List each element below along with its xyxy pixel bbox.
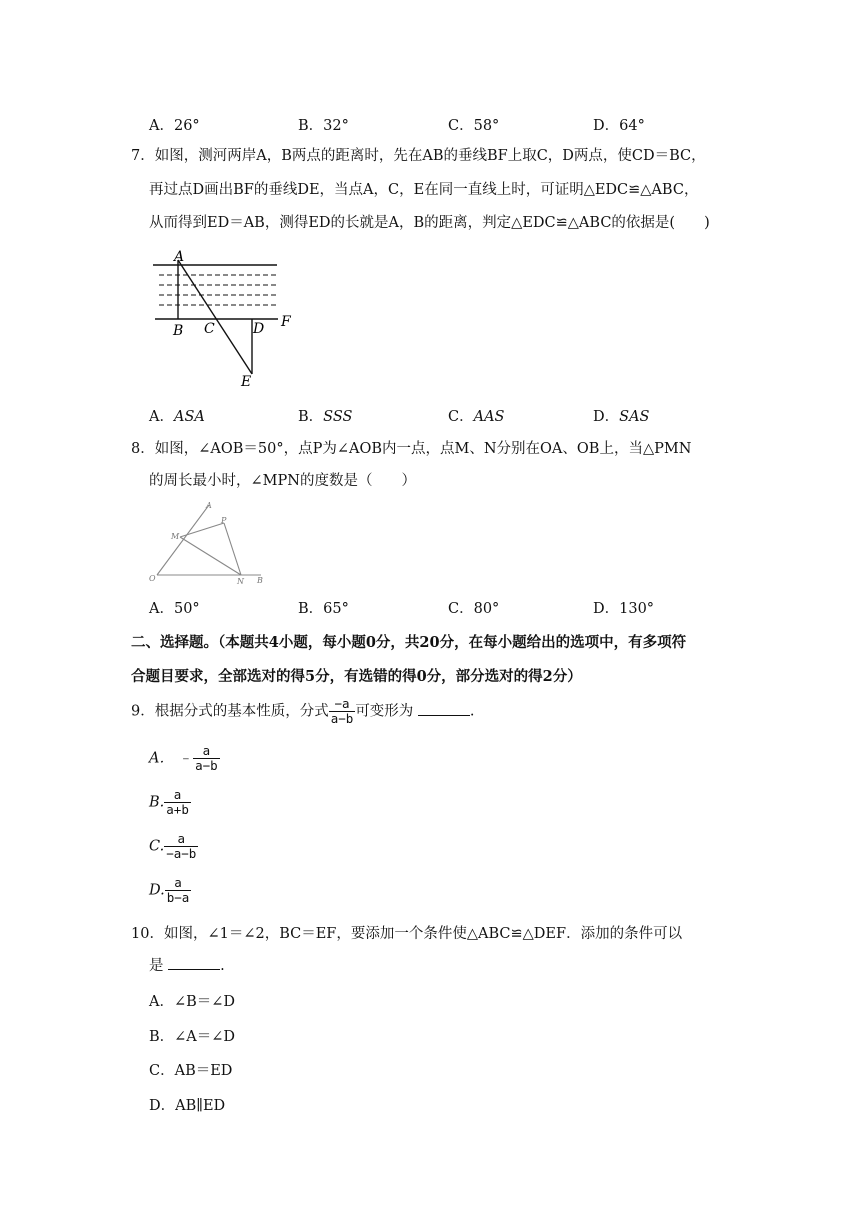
q9-option-d: D. $\frac{a}{b-a}$	[149, 875, 190, 905]
q9-option-b: B. $\frac{a}{a+b}$	[149, 787, 189, 817]
q10-option-d: D．AB∥ED	[149, 1098, 226, 1114]
label-n: N	[237, 577, 244, 586]
q6-option-b: B．32°	[298, 118, 349, 134]
q8-figure	[145, 499, 270, 587]
q8-line-1: 8．如图，∠AOB＝50°，点P为∠AOB内一点，点M、N分别在OA、OB上，当△PMN	[131, 441, 692, 457]
q6-option-a: A．26°	[149, 118, 200, 134]
segment-ae	[178, 260, 252, 374]
q6-option-d: D．64°	[593, 118, 645, 134]
label-b: B	[257, 576, 263, 585]
segment-pn	[224, 523, 241, 575]
q7-line-3: 从而得到ED＝AB，测得ED的长就是A，B的距离，判定△EDC≌△ABC的依据是( )	[149, 215, 710, 231]
q9-fraction: $\frac{-a}{a-b}$	[330, 696, 354, 726]
q8-line-2: 的周长最小时，∠MPN的度数是（ ）	[149, 473, 416, 489]
q8-option-c: C．80°	[448, 601, 500, 617]
q9-option-a: A． ﹣ $\frac{a}{a-b}$	[149, 743, 218, 773]
q7-line-2: 再过点D画出BF的垂线DE，当点A，C，E在同一直线上时，可证明△EDC≌△ABC，	[149, 182, 699, 198]
q6-option-c: C．58°	[448, 118, 500, 134]
q8-option-a: A．50°	[149, 601, 200, 617]
q9-answer-blank	[418, 703, 470, 716]
q9-stem: 9．根据分式的基本性质，分式 $\frac{-a}{a-b}$ 可变形为 .	[131, 696, 475, 726]
q7-option-c: C．AAS	[448, 409, 505, 425]
q10-option-a: A．∠B＝∠D	[149, 994, 236, 1010]
q10-line-1: 10．如图，∠1＝∠2，BC＝EF，要添加一个条件使△ABC≌△DEF．添加的条件可以	[131, 926, 683, 942]
q8-option-b: B．65°	[298, 601, 349, 617]
q10-line-2: 是 .	[149, 958, 225, 974]
label-b: B	[173, 323, 184, 339]
segment-mn	[180, 537, 241, 575]
label-f: F	[281, 314, 291, 330]
q7-line-1: 7．如图，测河两岸A，B两点的距离时，先在AB的垂线BF上取C，D两点，使CD＝BC，	[131, 148, 706, 164]
label-d: D	[253, 321, 265, 337]
label-p: P	[221, 516, 227, 525]
q7-option-d: D．SAS	[593, 409, 650, 425]
label-c: C	[204, 321, 215, 337]
segment-mp	[180, 523, 224, 537]
label-e: E	[241, 374, 252, 390]
label-a: A	[206, 501, 212, 510]
section-2-heading-line-2: 合题目要求，全部选对的得5分，有选错的得0分，部分选对的得2分）	[131, 668, 582, 685]
label-m: M	[171, 532, 180, 541]
q10-answer-blank	[168, 957, 220, 970]
q7-figure	[145, 248, 305, 390]
section-2-heading-line-1: 二、选择题。（本题共4小题，每小题0分，共20分，在每小题给出的选项中，有多项符	[131, 634, 687, 651]
q10-option-c: C．AB＝ED	[149, 1063, 233, 1079]
q7-option-a: A．ASA	[149, 409, 205, 425]
q8-option-d: D．130°	[593, 601, 655, 617]
q7-option-b: B．SSS	[298, 409, 353, 425]
ray-oa	[157, 505, 209, 575]
label-a: A	[174, 249, 185, 265]
label-o: O	[149, 574, 156, 583]
q9-option-c: C. $\frac{a}{-a-b}$	[149, 831, 197, 861]
q10-option-b: B．∠A＝∠D	[149, 1029, 236, 1045]
